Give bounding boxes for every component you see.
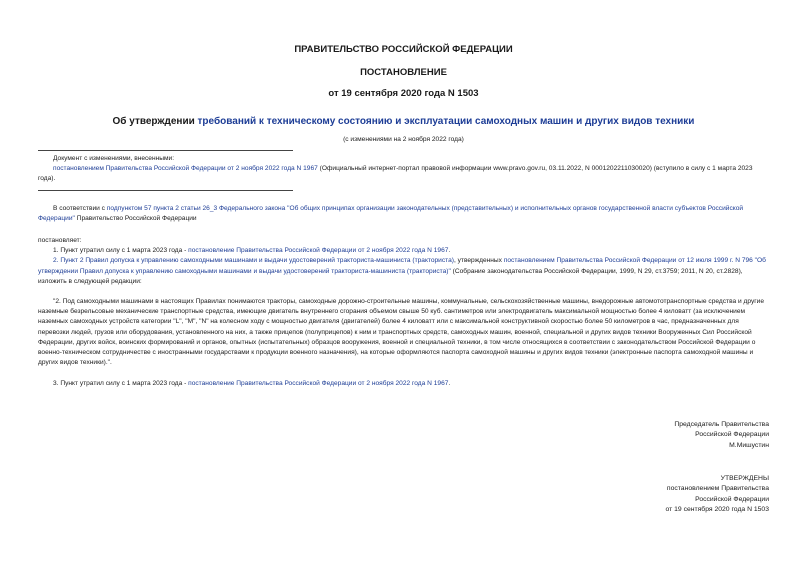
document-title	[0, 116, 807, 127]
item-3-block	[38, 379, 768, 389]
decision-body	[38, 236, 768, 287]
item-2-rules-link[interactable]: 2. Пункт 2 Правил допуска к управлению самоходными машинами и выдачи удостоверений тракториста-машиниста (тракториста)	[53, 257, 454, 265]
changes-rest: (Официальный интернет-портал правовой информации www.pravo.gov.ru, 03.11.2022, N 0001202211030020) (вступило в силу с 1 марта 2023 года).	[38, 165, 753, 183]
preamble-end: Правительство Российской Федерации	[74, 215, 197, 223]
approval-date: от 19 сентября 2020 года N 1503	[665, 505, 769, 513]
document-type-heading: ПОСТАНОВЛЕНИЕ	[360, 67, 447, 78]
changes-box	[38, 154, 768, 185]
amendment-note: (с изменениями на 2 ноября 2022 года)	[343, 136, 464, 143]
item-3-text: 3. Пункт утратил силу с 1 марта 2023 года -	[53, 380, 189, 387]
quoted-rule-text: "2. Под самоходными машинами в настоящих Правилах понимаются тракторы, самоходные дорожно-строительные машины, коммунальные, сельскохозяйственные машины, внедорожные автомототранспортные средства и другие наземные безрельсовые механические транспортные средства, имеющие двигатель внутреннего сгорания объемом свыше 50 куб. сантиметров или электродвигатель максимальной мощностью более 4 киловатт (за исключением наземных самоходных устройств категории "L", "M", "N" на колесном ходу с мощностью двигателя (двигателей) более 4 киловатт или с максимальной конструктивной скоростью более 50 километров в час, предназначенных для перевозки людей, грузов или оборудования, установленного на них, а также прицепов (полуприцепов) к ним и транспортных средств, самоходных машин, военной, специальной и других видов техники Вооруженных Сил Российской Федерации, других войск, воинских формирований и органов, опытных (испытательных) образцов вооружения, военной и специальной техники, в том числе относящихся в соответствии с законодательством Российской Федерации о военно-техническом сотрудничестве с иностранными государствами к продукции военного назначения), на которые оформляются паспорта самоходной машины и других видов техники (электронные паспорта самоходной машины и других видов техники).".	[38, 298, 765, 367]
item-3-end: .	[448, 380, 451, 387]
item-1-end: .	[448, 247, 451, 255]
approval-block	[666, 474, 770, 515]
organization-heading: ПРАВИТЕЛЬСТВО РОССИЙСКОЙ ФЕДЕРАЦИИ	[294, 44, 513, 55]
item-3-link[interactable]: постановление Правительства Российской Федерации от 2 ноября 2022 года N 1967	[188, 380, 449, 387]
title-prefix: Об утверждении	[112, 116, 198, 127]
title-link[interactable]: требований к техническому состоянию и эксплуатации самоходных машин и других видов техники	[197, 116, 695, 127]
federal-law-link[interactable]: подпунктом 57 пункта 2 статьи 26_3 Федерального закона "Об общих принципах организации законодательных (представительных) и исполнительных органов государственной власти субъектов Российской Федерации"	[38, 205, 744, 223]
preamble-start: В соответствии с	[53, 205, 107, 212]
item-3	[38, 379, 768, 389]
divider-bottom	[38, 190, 293, 191]
item-1	[38, 246, 768, 256]
item-2-decree-link[interactable]: постановлением Правительства Российской Федерации от 12 июля 1999 г. N 796 "Об утверждении Правил допуска к управлению самоходными машинами и выдачи удостоверений тракториста-машиниста (тракториста)"	[38, 257, 766, 275]
signature-block	[674, 420, 769, 451]
item-1-text: 1. Пункт утратил силу с 1 марта 2023 года -	[53, 247, 189, 255]
divider-top	[38, 150, 293, 151]
quoted-rule	[38, 297, 768, 368]
signature-position: Председатель Правительства	[674, 421, 769, 428]
item-2-end: (Собрание законодательства Российской Федерации, 1999, N 29, ст.3759; 2011, N 20, ст.2828), изложить в следующей редакции:	[38, 267, 743, 285]
signature-name: М.Мишустин	[729, 441, 769, 449]
changes-intro: Документ с изменениями, внесенными:	[53, 155, 175, 162]
item-1-link[interactable]: постановление Правительства Российской Федерации от 2 ноября 2022 года N 1967	[188, 247, 449, 255]
signature-country: Российской Федерации	[695, 431, 769, 439]
decides-label: постановляет:	[38, 237, 82, 244]
preamble-paragraph	[38, 204, 768, 224]
item-2	[38, 256, 768, 287]
approval-by: постановлением Правительства	[666, 485, 769, 493]
approval-country: Российской Федерации	[695, 495, 769, 503]
document-date-number: от 19 сентября 2020 года N 1503	[328, 88, 479, 99]
approval-label: УТВЕРЖДЕНЫ	[720, 475, 769, 482]
preamble	[38, 204, 768, 224]
changes-text	[38, 164, 768, 184]
item-2-text: , утвержденных	[453, 257, 504, 265]
changes-link[interactable]: постановлением Правительства Российской Федерации от 2 ноября 2022 года N 1967	[53, 165, 318, 173]
